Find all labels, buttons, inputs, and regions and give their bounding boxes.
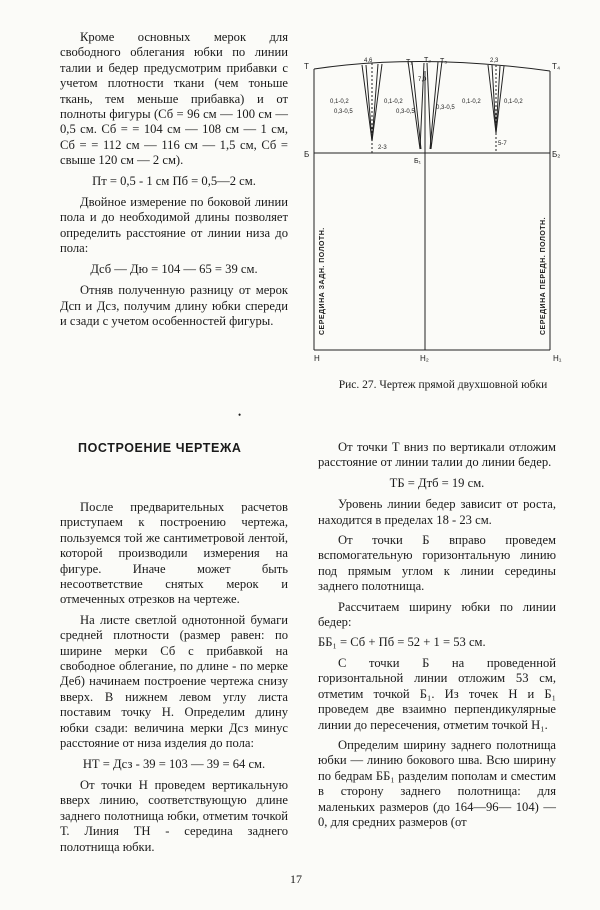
paragraph: С точки Б на проведенной горизонтальной линии отложим 53 см, отметим точкой Б₁. Из точек Н и Б₁ проведем две взаимно перпендикулярные линии до пересечения, отметим точкой Н₁. bbox=[318, 655, 556, 732]
label-back-dart-left: 0,1-0,2 bbox=[330, 99, 349, 105]
skirt-pattern-figure bbox=[300, 55, 585, 380]
label-point-T: Т bbox=[304, 62, 309, 71]
formula-line: ТБ = Дтб = 19 см. bbox=[389, 475, 485, 490]
label-point-H: Н bbox=[314, 354, 320, 363]
formula-line: Пт = 0,5 - 1 см Пб = 0,5—2 см. bbox=[92, 173, 256, 188]
print-speck: • bbox=[238, 410, 242, 420]
label-point-B2: Б₂ bbox=[552, 150, 561, 159]
waist-curve bbox=[314, 61, 550, 71]
section-heading: ПОСТРОЕНИЕ ЧЕРТЕЖА bbox=[78, 441, 242, 455]
paragraph: ББ₁ = Сб + Пб = 52 + 1 = 53 см. bbox=[318, 635, 486, 650]
label-dart-back-top: 4,6 bbox=[364, 58, 373, 64]
left-column-top bbox=[60, 30, 288, 334]
label-dart-front-top: 2,3 bbox=[490, 58, 499, 64]
paragraph: От точки Б вправо проведем вспомогательную горизонтальную линию под прямым углом к линии середины заднего полотнища. bbox=[318, 533, 556, 594]
label-front-dart-right: 0,1-0,2 bbox=[504, 99, 523, 105]
page-number: 17 bbox=[290, 872, 302, 886]
paragraph: Кроме основных мерок для свободного облегания юбки по линии талии и бедер предусмотрим прибавки с учетом плотности ткани (чем тоньше ткань, тем меньше прибавка) и от полноты фигуры (Сб = 96 см — 100 см — 0,5 см. Сб = = 104 см — 108 см — 1 см, Сб = = 112 см — 116 см — 1,5 см, Сб = свыше 120 см — 2 см). bbox=[60, 30, 288, 168]
paragraph: Отняв полученную разницу от мерок Дсп и Дсз, получим длину юбки спереди и сзади с учетом особенностей фигуры. bbox=[60, 283, 288, 328]
paragraph: Рассчитаем ширину юбки по линии бедер: bbox=[318, 599, 556, 630]
label-side-dart-right: 0,3-0,5 bbox=[436, 105, 455, 111]
formula-line: Дсб — Дю = 104 — 65 = 39 см. bbox=[90, 261, 258, 276]
label-point-H1: Н₁ bbox=[553, 354, 562, 363]
paragraph: От точки Н проведем вертикальную вверх линию, соответствующую длине заднего полотнища юбки, отметим точкой Т. Линия ТН - середина заднего полотнища юбки. bbox=[60, 777, 288, 854]
formula-line: НТ = Дсз - 39 = 103 — 39 = 64 см. bbox=[82, 756, 266, 771]
figure-caption: Рис. 27. Чертеж прямой двухшовной юбки bbox=[338, 379, 548, 391]
label-point-B: Б bbox=[304, 150, 310, 159]
label-dart-side-top: 7,0 bbox=[418, 77, 427, 83]
label-point-T3: Т₃ bbox=[440, 58, 448, 65]
label-point-T1: Т₁ bbox=[406, 59, 413, 66]
label-back-dart-lower: 0,3-0,5 bbox=[334, 109, 353, 115]
left-column-bottom bbox=[60, 500, 288, 860]
label-point-T4: Т₄ bbox=[552, 62, 561, 71]
label-point-H2: Н₂ bbox=[420, 354, 429, 363]
label-front-panel: СЕРЕДИНА ПЕРЕДН. ПОЛОТН. bbox=[540, 216, 547, 335]
paragraph: После предварительных расчетов приступаем к построению чертежа, пользуемся той же сантиметровой лентой, которой производили измерения на фигуре. Иначе может быть несоответствие снятых мерок и отмеченных отрезков на чертеже. bbox=[60, 500, 288, 607]
label-back-panel: СЕРЕДИНА ЗАДН. ПОЛОТН. bbox=[319, 227, 326, 335]
label-point-B1: Б₁ bbox=[414, 158, 421, 165]
label-side-dart-left: 0,3-0,5 bbox=[396, 109, 415, 115]
paragraph: Двойное измерение по боковой линии пола и до необходимой длины позволяет определить расстояние от линии низа до пола: bbox=[60, 195, 288, 256]
label-back-dart-right: 0,1-0,2 bbox=[384, 99, 403, 105]
label-back-depth: 2-3 bbox=[378, 145, 387, 151]
label-front-dart-left: 0,1-0,2 bbox=[462, 99, 481, 105]
paragraph: Уровень линии бедер зависит от роста, находится в пределах 18 - 23 см. bbox=[318, 497, 556, 527]
label-point-T2: Т₂ bbox=[424, 57, 431, 64]
paragraph: На листе светлой однотонной бумаги средней плотности (размер равен: по ширине мерки Сб с прибавкой на свободное облегание, по длине - по мерке Деб) начинаем построение чертежа снизу вверх. В нижнем левом углу листа поставим точку Н. Определим длину юбки сзади: величина мерки Дсз минус расстояние от низа изделия до пола: bbox=[60, 612, 288, 751]
paragraph: От точки Т вниз по вертикали отложим расстояние от линии талии до линии бедер. bbox=[318, 440, 556, 470]
label-front-depth: 5-7 bbox=[498, 141, 507, 147]
right-column bbox=[318, 440, 556, 835]
paragraph: Определим ширину заднего полотнища юбки — линию бокового шва. Всю ширину по бедрам ББ₁ разделим пополам и сместим в сторону заднего полотнища: для маленьких размеров (до 164—96— 104) — 0, для средних размеров (от bbox=[318, 737, 556, 829]
